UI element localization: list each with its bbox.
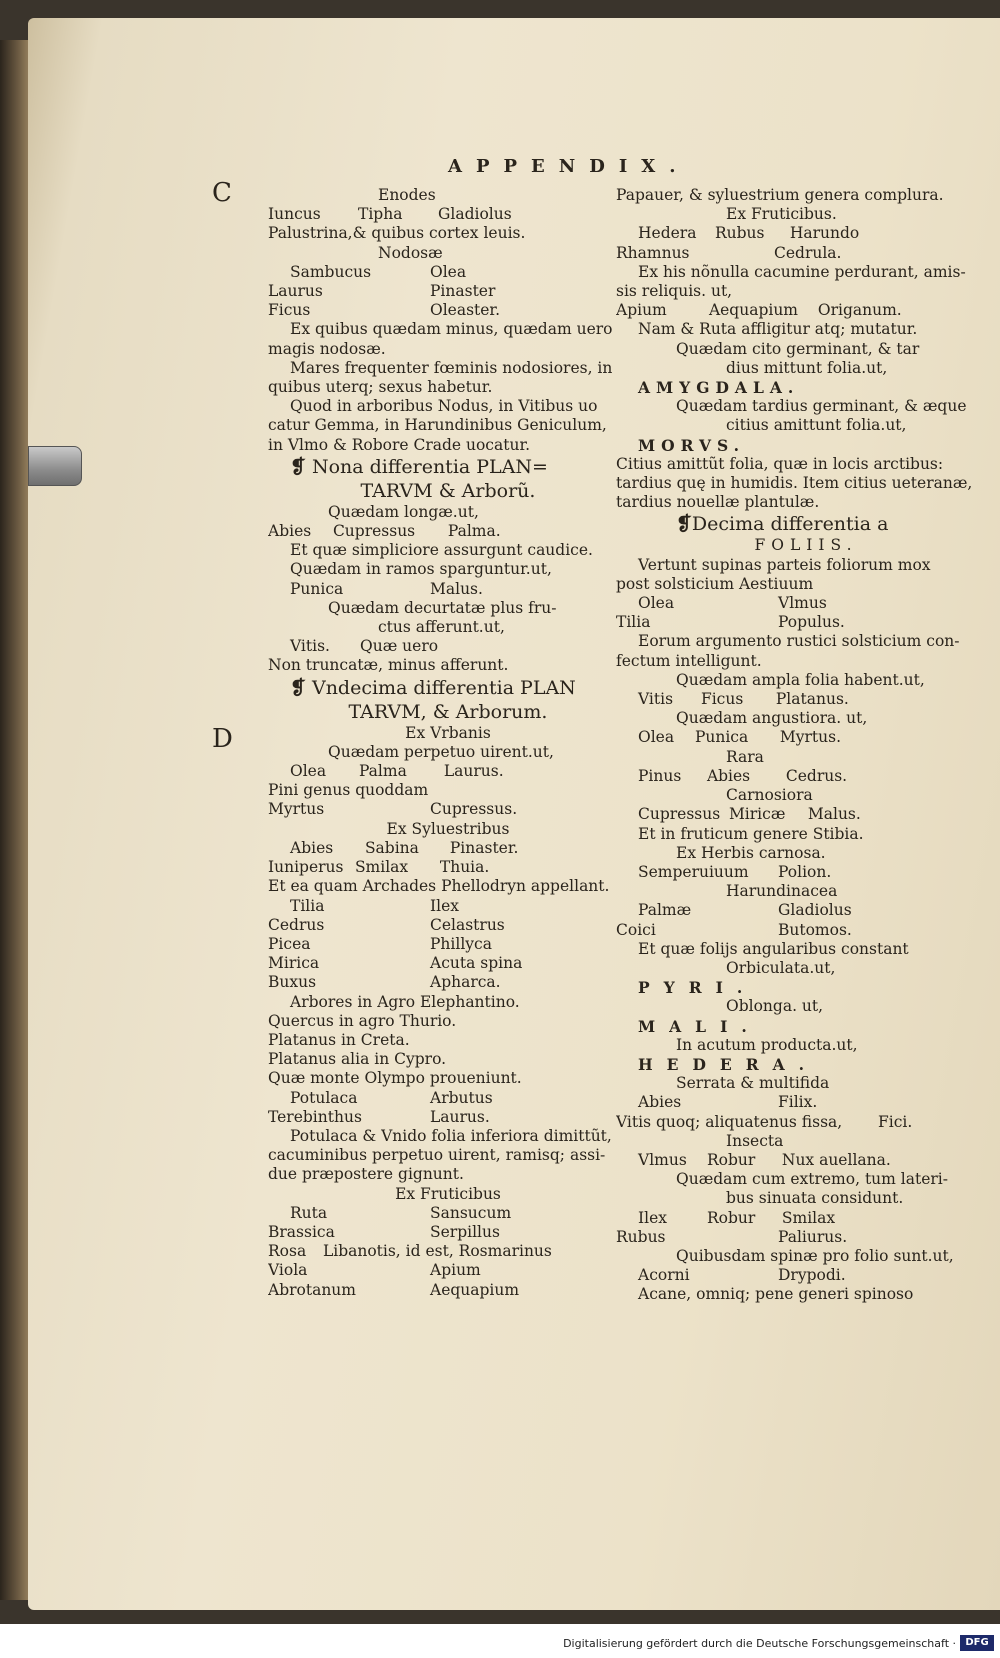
text-line: Acane, omniq; pene generi spinoso xyxy=(638,1285,914,1304)
page-header: APPENDIX. xyxy=(448,156,690,177)
text-line: Carnosiora xyxy=(726,786,813,805)
text-line: Quercus in agro Thurio. xyxy=(268,1011,457,1030)
plant-row: Tilia Ilex xyxy=(290,896,459,915)
plant-heading: MORVS. xyxy=(638,435,746,455)
plant-row: Sambucus Olea xyxy=(290,262,467,281)
text-line: Eorum argumento rustici solsticium con- xyxy=(638,632,960,651)
section-heading: TARVM & Arborũ. xyxy=(360,479,536,502)
margin-letter-d: D xyxy=(212,724,233,754)
plant-row: Ruta Sansucum xyxy=(290,1203,512,1222)
text-line: ctus afferunt.ut, xyxy=(378,618,505,637)
text-line: Mares frequenter fœminis nodosiores, in xyxy=(290,358,613,377)
plant-row: Olea Vlmus xyxy=(638,594,827,613)
text-line: tardius nouellæ plantulæ. xyxy=(616,493,820,512)
plant-heading: AMYGDALA. xyxy=(638,378,800,398)
text-line: fectum intelligunt. xyxy=(616,651,762,670)
plant-row: Ilex Robur Smilax xyxy=(638,1208,836,1227)
text-line: Insecta xyxy=(726,1131,784,1150)
plant-row: Tilia Populus. xyxy=(616,613,845,632)
plant-heading: HEDERA. xyxy=(638,1054,819,1074)
pilcrow-icon: ❡ xyxy=(676,513,692,536)
text-line: magis nodosæ. xyxy=(268,339,386,358)
plant-row: Mirica Acuta spina xyxy=(268,954,523,973)
text-line: Nam & Ruta affligitur atq; mutatur. xyxy=(638,320,918,339)
text-line: Et ea quam Archades Phellodryn appellant. xyxy=(268,877,610,896)
text-line: catur Gemma, in Harundinibus Geniculum, xyxy=(268,416,607,435)
text-line: Quædam decurtatæ plus fru- xyxy=(328,598,557,617)
plant-row: Abies Cupressus Palma. xyxy=(268,522,501,541)
text-line: Quædam cito germinant, & tar xyxy=(676,339,920,358)
plant-row: Ficus Oleaster. xyxy=(268,301,501,320)
text-line: In acutum producta.ut, xyxy=(676,1035,858,1054)
section-heading: ❡Decima differentia a xyxy=(676,513,889,536)
plant-row: Olea Punica Myrtus. xyxy=(638,728,842,747)
plant-row: Acorni Drypodi. xyxy=(638,1266,846,1285)
plant-row: Iuniperus Smilax Thuia. xyxy=(268,858,490,877)
margin-letter-c: C xyxy=(212,178,232,208)
section-heading: ❡ Vndecima differentia PLAN xyxy=(290,676,576,699)
text-line: Palustrina,& quibus cortex leuis. xyxy=(268,224,526,243)
paper-clip xyxy=(28,446,82,486)
text-line: quibus uterq; sexus habetur. xyxy=(268,378,493,397)
plant-row: Abies Sabina Pinaster. xyxy=(290,838,519,857)
text-line: Nodosæ xyxy=(378,243,443,262)
text-line: Ex Fruticibus xyxy=(395,1184,501,1203)
plant-row: Iuncus Tipha Gladiolus xyxy=(268,205,512,224)
text-line: Enodes xyxy=(378,186,436,204)
plant-row: Rosa Libanotis, id est, Rosmarinus xyxy=(268,1242,552,1261)
plant-row: Terebinthus Laurus. xyxy=(268,1107,490,1126)
text-line: Rara xyxy=(726,747,764,766)
plant-row: Semperuiuum Polion. xyxy=(638,862,832,881)
plant-row: Palmæ Gladiolus xyxy=(638,901,852,920)
plant-row: Laurus Pinaster xyxy=(268,282,496,301)
section-heading: FOLIIS. xyxy=(754,536,858,555)
plant-heading: PYRI. xyxy=(638,978,757,998)
text-line: Oblonga. ut, xyxy=(726,997,824,1016)
text-line: Citius amittũt folia, quæ in locis arctibus: xyxy=(616,454,944,473)
text-line: Quædam in ramos sparguntur.ut, xyxy=(290,560,552,579)
pilcrow-icon: ❡ xyxy=(290,676,306,699)
text-line: Quædam perpetuo uirent.ut, xyxy=(328,742,554,761)
text-line: due præpostere gignunt. xyxy=(268,1165,464,1184)
plant-row: Cupressus Miricæ Malus. xyxy=(638,805,861,824)
text-line: Orbiculata.ut, xyxy=(726,958,836,977)
text-line: Ex his nõnulla cacumine perdurant, amis- xyxy=(638,262,966,281)
text-line: Ex Herbis carnosa. xyxy=(676,843,826,862)
text-line: Ex Fruticibus. xyxy=(726,205,837,224)
text-line: Quædam longæ.ut, xyxy=(328,502,479,521)
left-column xyxy=(268,186,628,1300)
plant-row: Punica Malus. xyxy=(290,579,483,598)
text-line: Et quæ simpliciore assurgunt caudice. xyxy=(290,541,593,560)
text-line: Ex Syluestribus xyxy=(386,819,510,838)
text-line: Quædam angustiora. ut, xyxy=(676,709,868,728)
text-line: Quædam tardius germinant, & æque xyxy=(676,397,967,416)
plant-row: Olea Palma Laurus. xyxy=(290,762,504,781)
pilcrow-icon: ❡ xyxy=(290,455,306,478)
text-line: bus sinuata considunt. xyxy=(726,1189,904,1208)
plant-heading: MALI. xyxy=(638,1016,761,1036)
text-line: cacuminibus perpetuo uirent, ramisq; assi- xyxy=(268,1146,606,1165)
plant-row: Coici Butomos. xyxy=(616,920,852,939)
plant-row: Myrtus Cupressus. xyxy=(268,800,518,819)
text-line: sis reliquis. ut, xyxy=(616,282,733,301)
section-heading: TARVM, & Arborum. xyxy=(348,700,548,723)
text-line: Non truncatæ, minus afferunt. xyxy=(268,656,509,675)
text-line: Et in fruticum genere Stibia. xyxy=(638,824,864,843)
text-line: Papauer, & syluestrium genera complura. xyxy=(616,186,944,204)
text-line: Potulaca & Vnido folia inferiora dimittũt, xyxy=(290,1126,612,1145)
plant-row: Vitis Ficus Platanus. xyxy=(638,690,849,709)
plant-row: Vitis quoq; aliquatenus fissa, Fici. xyxy=(616,1112,913,1131)
text-line: Quibusdam spinæ pro folio sunt.ut, xyxy=(676,1246,954,1265)
plant-row: Apium Aequapium Origanum. xyxy=(616,301,902,320)
text-line: Quod in arboribus Nodus, in Vitibus uo xyxy=(290,397,598,416)
right-column xyxy=(616,186,996,1305)
text-line: Vertunt supinas parteis foliorum mox xyxy=(638,555,931,574)
plant-row: Buxus Apharca. xyxy=(268,973,501,992)
text-line: Platanus in Creta. xyxy=(268,1030,410,1049)
plant-row: Abrotanum Aequapium xyxy=(268,1280,520,1299)
text-line: dius mittunt folia.ut, xyxy=(726,358,888,377)
text-line: Serrata & multifida xyxy=(676,1074,830,1093)
section-heading: ❡ Nona differentia PLAN= xyxy=(290,455,548,478)
plant-row: Cedrus Celastrus xyxy=(268,915,505,934)
text-line: Pini genus quoddam xyxy=(268,781,429,800)
plant-row: Hedera Rubus Harundo xyxy=(638,224,860,243)
plant-row: Viola Apium xyxy=(268,1261,481,1280)
text-line: Harundinacea xyxy=(726,882,838,901)
plant-row: Rhamnus Cedrula. xyxy=(616,243,842,262)
text-line: citius amittunt folia.ut, xyxy=(726,416,907,435)
text-line: Quædam ampla folia habent.ut, xyxy=(676,670,925,689)
plant-row: Potulaca Arbutus xyxy=(290,1088,493,1107)
plant-row: Picea Phillyca xyxy=(268,934,492,953)
plant-row: Rubus Paliurus. xyxy=(616,1227,848,1246)
plant-row: Abies Filix. xyxy=(638,1093,818,1112)
text-line: Platanus alia in Cypro. xyxy=(268,1050,447,1069)
footer-bar xyxy=(0,1624,1000,1658)
text-line: post solsticium Aestiuum xyxy=(616,574,814,593)
book-page xyxy=(28,18,1000,1610)
text-line: Quæ monte Olympo proueniunt. xyxy=(268,1069,522,1088)
text-line: Ex Vrbanis xyxy=(405,723,491,742)
funding-notice: Digitalisierung gefördert durch die Deutsche Forschungsgemeinschaft · xyxy=(563,1637,956,1650)
text-line: Ex quibus quædam minus, quædam uero xyxy=(290,320,613,339)
plant-row: Pinus Abies Cedrus. xyxy=(638,766,848,785)
dfg-logo: DFG xyxy=(960,1635,994,1651)
text-line: Quædam cum extremo, tum lateri- xyxy=(676,1170,948,1189)
text-line: Et quæ folijs angularibus constant xyxy=(638,939,909,958)
text-line: Arbores in Agro Elephantino. xyxy=(290,992,520,1011)
plant-row: Brassica Serpillus xyxy=(268,1222,500,1241)
text-line: tardius quę in humidis. Item citius ueteranæ, xyxy=(616,474,973,493)
plant-row: Vlmus Robur Nux auellana. xyxy=(638,1150,891,1169)
plant-row: Vitis. Quæ uero xyxy=(290,637,439,656)
text-line: in Vlmo & Robore Crade uocatur. xyxy=(268,435,531,454)
